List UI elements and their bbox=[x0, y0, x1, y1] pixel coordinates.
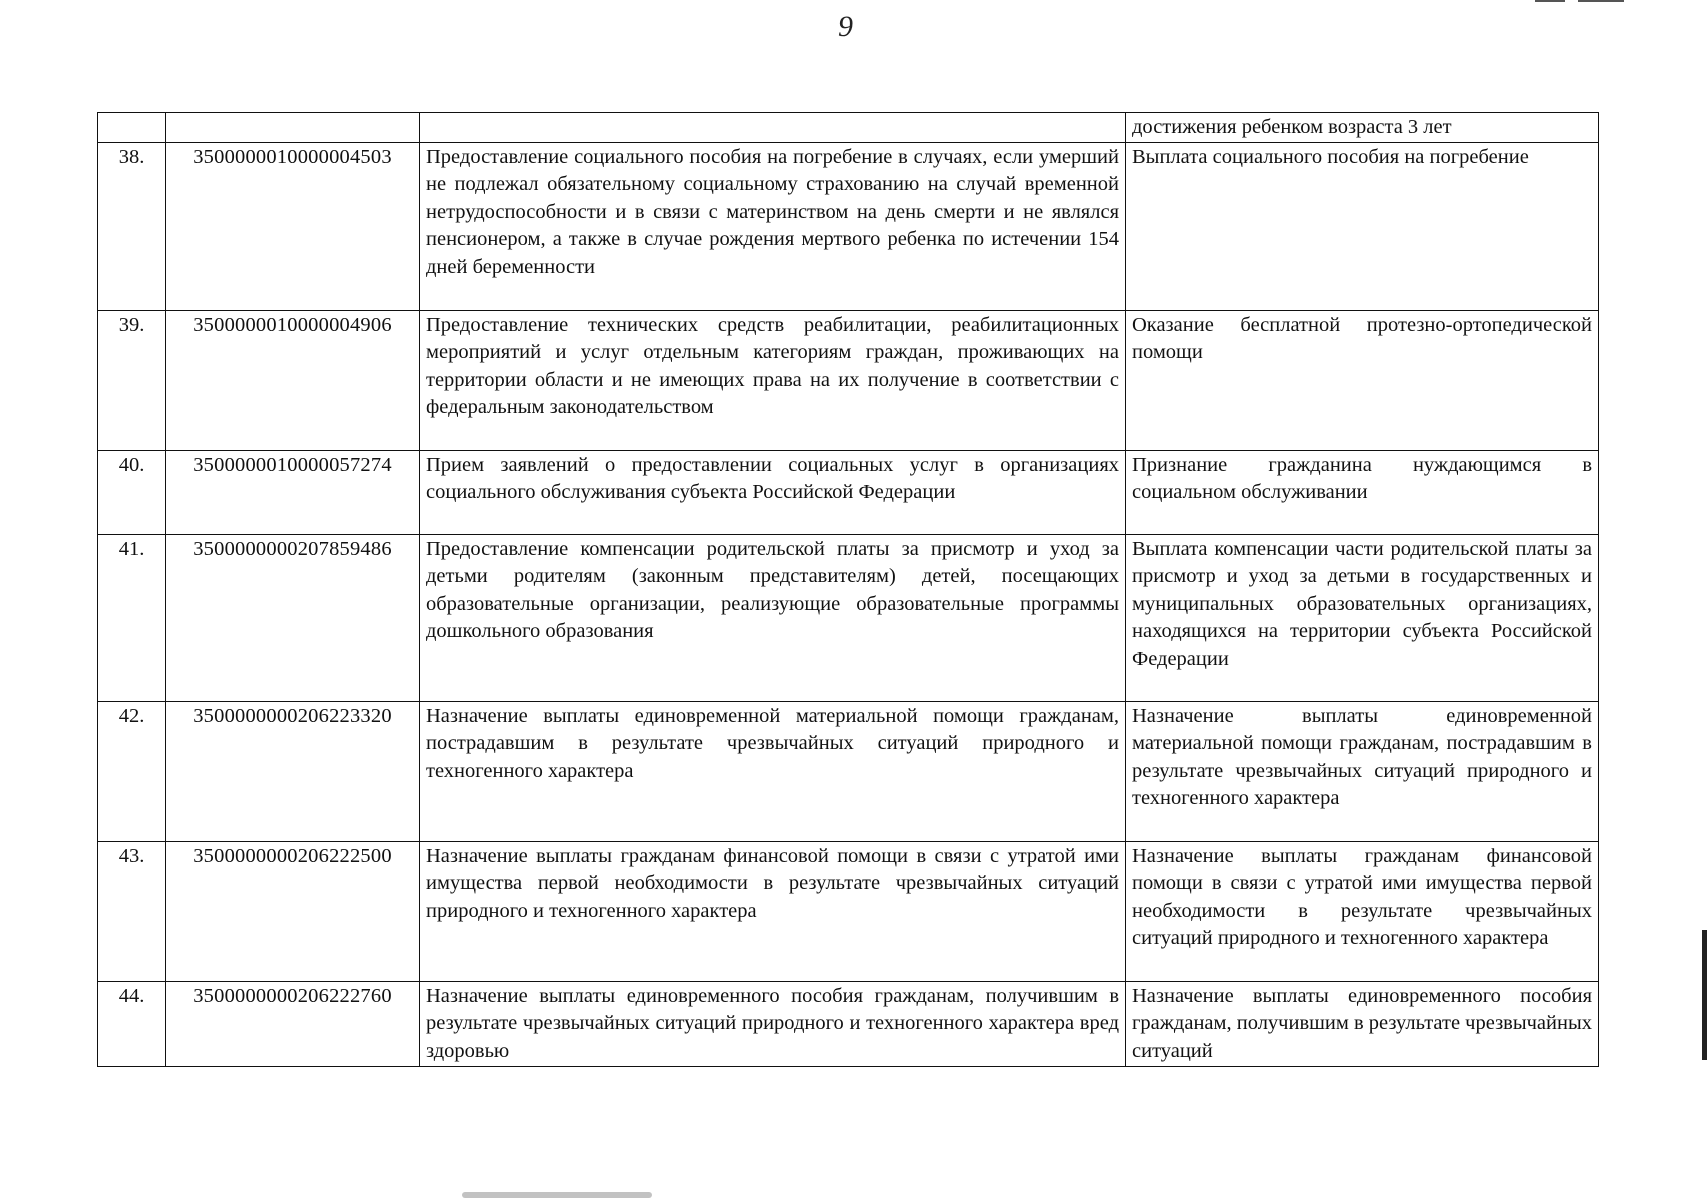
row-number-cell: 43. bbox=[98, 841, 166, 981]
result-cell: Выплата компенсации части родительской платы за присмотр и уход за детьми в государственных и муниципальных образовательных организациях, находящихся на территории субъекта Российской Федерации bbox=[1126, 534, 1599, 701]
row-number-cell: 40. bbox=[98, 450, 166, 534]
service-code-cell: 3500000010000004503 bbox=[166, 142, 420, 310]
corner-mark bbox=[1578, 0, 1624, 2]
service-description-cell bbox=[420, 113, 1126, 143]
service-code-cell: 3500000010000057274 bbox=[166, 450, 420, 534]
service-code-cell bbox=[166, 113, 420, 143]
result-cell: Назначение выплаты единовременного пособия гражданам, получившим в результате чрезвычайных ситуаций bbox=[1126, 981, 1599, 1066]
table-row bbox=[98, 981, 1599, 1066]
row-number-cell: 38. bbox=[98, 142, 166, 310]
service-description-cell: Предоставление технических средств реабилитации, реабилитационных мероприятий и услуг отдельным категориям граждан, проживающих на территории области и не имеющих права на их получение в соответствии с федеральным законодательством bbox=[420, 310, 1126, 450]
result-cell: Признание гражданина нуждающимся в социальном обслуживании bbox=[1126, 450, 1599, 534]
table-row bbox=[98, 310, 1599, 450]
scan-edge-mark bbox=[1702, 930, 1707, 1060]
result-cell: Выплата социального пособия на погребение bbox=[1126, 142, 1599, 310]
service-description-cell: Прием заявлений о предоставлении социальных услуг в организациях социального обслуживания субъекта Российской Федерации bbox=[420, 450, 1126, 534]
row-number-cell: 41. bbox=[98, 534, 166, 701]
service-code-cell: 3500000000206223320 bbox=[166, 701, 420, 841]
row-number-cell: 39. bbox=[98, 310, 166, 450]
row-number-cell: 42. bbox=[98, 701, 166, 841]
table-row bbox=[98, 142, 1599, 310]
result-cell: Оказание бесплатной протезно-ортопедической помощи bbox=[1126, 310, 1599, 450]
result-cell: достижения ребенком возраста 3 лет bbox=[1126, 113, 1599, 143]
service-description-cell: Предоставление компенсации родительской платы за присмотр и уход за детьми родителям (законным представителям) детей, посещающих образовательные организации, реализующие образовательные программы дошкольного образования bbox=[420, 534, 1126, 701]
row-number-cell bbox=[98, 113, 166, 143]
service-code-cell: 3500000000206222760 bbox=[166, 981, 420, 1066]
services-table bbox=[97, 112, 1599, 1067]
service-description-cell: Назначение выплаты единовременного пособия гражданам, получившим в результате чрезвычайных ситуаций природного и техногенного характера вред здоровью bbox=[420, 981, 1126, 1066]
table-row bbox=[98, 841, 1599, 981]
result-cell: Назначение выплаты единовременной материальной помощи гражданам, пострадавшим в результате чрезвычайных ситуаций природного и техногенного характера bbox=[1126, 701, 1599, 841]
scan-smudge bbox=[462, 1192, 652, 1198]
service-code-cell: 3500000000206222500 bbox=[166, 841, 420, 981]
table-row bbox=[98, 701, 1599, 841]
table-row bbox=[98, 450, 1599, 534]
corner-mark bbox=[1535, 0, 1565, 2]
service-description-cell: Назначение выплаты гражданам финансовой помощи в связи с утратой ими имущества первой необходимости в результате чрезвычайных ситуаций природного и техногенного характера bbox=[420, 841, 1126, 981]
table-row bbox=[98, 534, 1599, 701]
service-code-cell: 3500000000207859486 bbox=[166, 534, 420, 701]
service-description-cell: Назначение выплаты единовременной материальной помощи гражданам, пострадавшим в результате чрезвычайных ситуаций природного и техногенного характера bbox=[420, 701, 1126, 841]
result-cell: Назначение выплаты гражданам финансовой помощи в связи с утратой ими имущества первой необходимости в результате чрезвычайных ситуаций природного и техногенного характера bbox=[1126, 841, 1599, 981]
service-code-cell: 3500000010000004906 bbox=[166, 310, 420, 450]
service-description-cell: Предоставление социального пособия на погребение в случаях, если умерший не подлежал обязательному социальному страхованию на случай временной нетрудоспособности и в связи с материнством на день смерти и не являлся пенсионером, а также в случае рождения мертвого ребенка по истечении 154 дней беременности bbox=[420, 142, 1126, 310]
row-number-cell: 44. bbox=[98, 981, 166, 1066]
carryover-row bbox=[98, 113, 1599, 143]
page-number: 9 bbox=[838, 10, 853, 43]
